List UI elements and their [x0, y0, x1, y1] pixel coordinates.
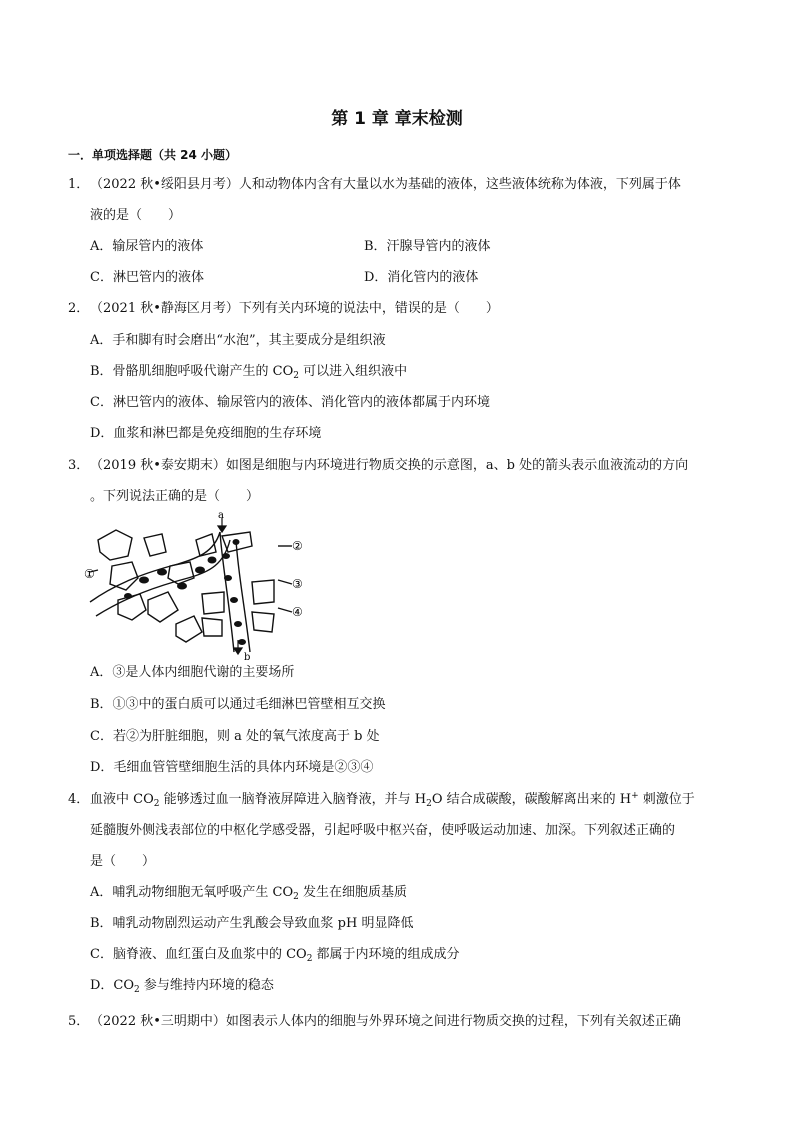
question-text: （2022 秋•三明期中）如图表示人体内的细胞与外界环境之间进行物质交换的过程，下列有关叙述正确 [90, 1014, 681, 1029]
question-3-stem [68, 457, 688, 475]
section-heading: 一．单项选择题（共 24 小题） [68, 148, 238, 162]
question-2-option-b[interactable] [90, 363, 407, 381]
subscript: 2 [153, 799, 160, 809]
label-1: ① [84, 567, 95, 581]
subscript: 2 [134, 985, 140, 995]
question-1-stem [68, 176, 681, 194]
label-2: ② [292, 539, 303, 553]
option-text: 发生在细胞质基质 [298, 885, 408, 900]
question-4-option-b[interactable]: B．哺乳动物剧烈运动产生乳酸会导致血浆 pH 明显降低 [90, 916, 414, 931]
option-text: 都属于内环境的组成成分 [312, 947, 460, 962]
question-number: 5． [68, 1014, 90, 1029]
option-text: C．脑脊液、血红蛋白及血浆中的 CO [90, 947, 307, 962]
question-text: 血液中 CO [90, 792, 154, 807]
question-4-stem-cont: 延髓腹外侧浅表部位的中枢化学感受器，引起呼吸中枢兴奋，使呼吸运动加速、加深。下列叙述正确的 [90, 823, 676, 838]
subscript: 2 [306, 954, 313, 964]
question-4-option-d[interactable] [90, 977, 274, 995]
question-1-option-c[interactable]: C．淋巴管内的液体 [90, 270, 204, 285]
question-number: 3． [68, 458, 90, 473]
question-4-stem [68, 791, 695, 809]
question-1-stem-cont: 液的是（ ） [90, 208, 182, 223]
question-text: （2022 秋•绥阳县月考）人和动物体内含有大量以水为基础的液体，这些液体统称为体液，下列属于体 [90, 177, 681, 192]
question-3-option-d[interactable]: D．毛细血管管壁细胞生活的具体内环境是②③④ [90, 760, 374, 775]
question-text: （2019 秋•泰安期末）如图是细胞与内环境进行物质交换的示意图，a、b 处的箭头表示血液流动的方向 [90, 458, 689, 473]
question-3-stem-cont: 。下列说法正确的是（ ） [90, 489, 260, 504]
question-4-option-a[interactable] [90, 884, 407, 902]
label-3: ③ [292, 577, 303, 591]
question-number: 2． [68, 301, 90, 316]
subscript: 2 [293, 892, 299, 902]
superscript: + [631, 791, 639, 801]
option-text: 可以进入组织液中 [299, 364, 408, 379]
question-number: 4． [68, 792, 90, 807]
label-4: ④ [292, 605, 303, 619]
option-text: A．哺乳动物细胞无氧呼吸产生 CO [90, 885, 294, 900]
question-text: O 结合成碳酸，碳酸解离出来的 H [431, 792, 632, 807]
question-2-option-c[interactable]: C．淋巴管内的液体、输尿管内的液体、消化管内的液体都属于内环境 [90, 395, 490, 410]
page-title: 第 1 章 章末检测 [331, 109, 463, 129]
question-4-stem-cont2: 是（ ） [90, 854, 156, 869]
subscript: 2 [293, 371, 300, 381]
label-a: a [218, 510, 224, 521]
question-3-option-a[interactable]: A．③是人体内细胞代谢的主要场所 [90, 665, 295, 680]
question-number: 1． [68, 177, 90, 192]
option-text: B．骨骼肌细胞呼吸代谢产生的 CO [90, 364, 294, 379]
question-3-option-b[interactable]: B．①③中的蛋白质可以通过毛细淋巴管壁相互交换 [90, 697, 386, 712]
question-text: 能够透过血一脑脊液屏障进入脑脊液，并与 H [159, 792, 427, 807]
question-5-stem [68, 1013, 681, 1031]
question-4-option-c[interactable] [90, 946, 460, 964]
question-1-option-a[interactable]: A．输尿管内的液体 [90, 239, 204, 254]
question-2-option-a[interactable]: A．手和脚有时会磨出“水泡”，其主要成分是组织液 [90, 333, 386, 348]
subscript: 2 [426, 799, 432, 809]
option-text: D．CO [90, 978, 135, 993]
question-3-option-c[interactable]: C．若②为肝脏细胞，则 a 处的氧气浓度高于 b 处 [90, 729, 380, 744]
label-b: b [244, 652, 251, 663]
option-text: 参与维持内环境的稳态 [139, 978, 274, 993]
question-1-option-d[interactable]: D．消化管内的液体 [364, 270, 479, 285]
cell-exchange-diagram [84, 510, 304, 663]
question-1-option-b[interactable]: B．汗腺导管内的液体 [364, 239, 491, 254]
question-2-stem [68, 300, 499, 318]
question-text: 刺激位于 [638, 792, 695, 807]
question-2-option-d[interactable]: D．血浆和淋巴都是免疫细胞的生存环境 [90, 426, 322, 441]
question-text: （2021 秋•静海区月考）下列有关内环境的说法中，错误的是（ ） [90, 301, 499, 316]
